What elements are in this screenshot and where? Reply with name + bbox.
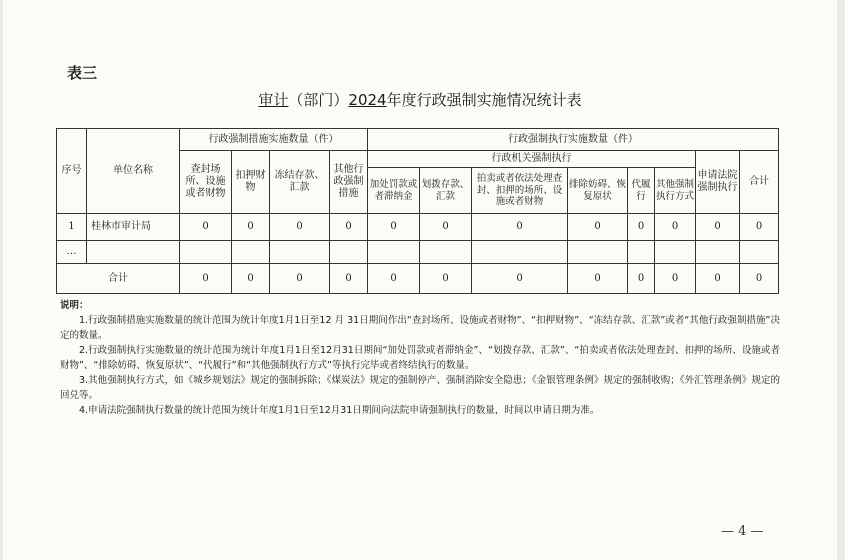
cell-value: 0 <box>472 214 568 241</box>
total-value: 0 <box>330 264 368 294</box>
notes-section <box>60 298 780 418</box>
cell-value <box>270 241 330 264</box>
note-item: 4.申请法院强制执行数量的统计范围为统计年度1月1日至12月31日期间向法院申请强制执行的数量，时间以申请日期为准。 <box>79 405 600 416</box>
header-remove-obstruction: 排除妨碍、恢复原状 <box>568 168 628 214</box>
total-value: 0 <box>568 264 628 294</box>
cell-value <box>568 241 628 264</box>
cell-value: 0 <box>180 214 232 241</box>
header-seq: 序号 <box>57 129 87 214</box>
title-dept: 审计 <box>258 91 289 109</box>
cell-value: 0 <box>330 214 368 241</box>
cell-value <box>472 241 568 264</box>
total-row <box>57 264 779 294</box>
header-unit: 单位名称 <box>87 129 180 214</box>
note-item: 2.行政强制执行实施数量的统计范围为统计年度1月1日至12月31日期间“加处罚款或者滞纳金”、“划拨存款、汇款”、“拍卖或者依法处理查封、扣押的场所、设施或者财物”、“排除妨碍、恢复原状”、“代履行”和“其他强制执行方式”等执行完毕或者终结执行的数量。 <box>60 345 780 371</box>
cell-value: 0 <box>696 214 740 241</box>
header-court-exec: 申请法院强制执行 <box>696 151 740 214</box>
header-measure-freeze: 冻结存款、汇款 <box>270 151 330 214</box>
page-title <box>3 89 837 110</box>
header-measure-seal: 查封场所、设施或者财物 <box>180 151 232 214</box>
total-value: 0 <box>628 264 655 294</box>
row-unit: 桂林市审计局 <box>87 214 180 241</box>
row-seq: 1 <box>57 214 87 241</box>
header-measure-other: 其他行政强制措施 <box>330 151 368 214</box>
header-total: 合计 <box>740 151 779 214</box>
cell-value: 0 <box>655 214 696 241</box>
total-value: 0 <box>740 264 779 294</box>
cell-value <box>368 241 420 264</box>
total-value: 0 <box>232 264 270 294</box>
cell-value <box>232 241 270 264</box>
note-item: 3.其他强制执行方式，如《城乡规划法》规定的强制拆除；《煤炭法》规定的强制停产、强制消除安全隐患；《金银管理条例》规定的强制收购；《外汇管理条例》规定的回兑等。 <box>60 375 780 401</box>
table-label: 表三 <box>67 64 98 82</box>
note-item: 1.行政强制措施实施数量的统计范围为统计年度1月1日至12 月 31日期间作出“查封场所、设施或者财物”、“扣押财物”、“冻结存款、汇款”或者“其他行政强制措施”决定的数量。 <box>60 315 780 341</box>
page-number: — 4 — <box>721 524 764 539</box>
row-unit <box>87 241 180 264</box>
cell-value <box>655 241 696 264</box>
header-substitute: 代履行 <box>628 168 655 214</box>
statistics-table <box>56 128 779 294</box>
cell-value: 0 <box>568 214 628 241</box>
header-transfer: 划拨存款、汇款 <box>420 168 472 214</box>
header-agency-exec: 行政机关强制执行 <box>368 151 696 168</box>
header-auction: 拍卖或者依法处理查封、扣押的场所、设施或者财物 <box>472 168 568 214</box>
cell-value <box>420 241 472 264</box>
header-measures-group: 行政强制措施实施数量（件） <box>180 129 368 151</box>
cell-value: 0 <box>420 214 472 241</box>
cell-value: 0 <box>270 214 330 241</box>
row-seq: … <box>57 241 87 264</box>
document-page <box>3 0 837 560</box>
total-value: 0 <box>655 264 696 294</box>
total-value: 0 <box>270 264 330 294</box>
table-row <box>57 241 779 264</box>
title-year: 2024 <box>348 91 387 109</box>
cell-value <box>180 241 232 264</box>
cell-value <box>696 241 740 264</box>
total-value: 0 <box>472 264 568 294</box>
cell-value <box>330 241 368 264</box>
cell-value: 0 <box>740 214 779 241</box>
total-value: 0 <box>180 264 232 294</box>
cell-value: 0 <box>368 214 420 241</box>
table-row <box>57 214 779 241</box>
total-value: 0 <box>368 264 420 294</box>
cell-value <box>740 241 779 264</box>
total-value: 0 <box>420 264 472 294</box>
header-measure-seize: 扣押财物 <box>232 151 270 214</box>
total-value: 0 <box>696 264 740 294</box>
cell-value <box>628 241 655 264</box>
title-paren: （部门） <box>288 91 349 109</box>
cell-value: 0 <box>628 214 655 241</box>
title-rest: 年度行政强制实施情况统计表 <box>386 91 582 109</box>
header-exec-group: 行政强制执行实施数量（件） <box>368 129 779 151</box>
header-fine: 加处罚款或者滞纳金 <box>368 168 420 214</box>
cell-value: 0 <box>232 214 270 241</box>
total-label: 合计 <box>57 264 180 294</box>
header-other-exec: 其他强制执行方式 <box>655 168 696 214</box>
notes-heading: 说明： <box>60 300 89 311</box>
